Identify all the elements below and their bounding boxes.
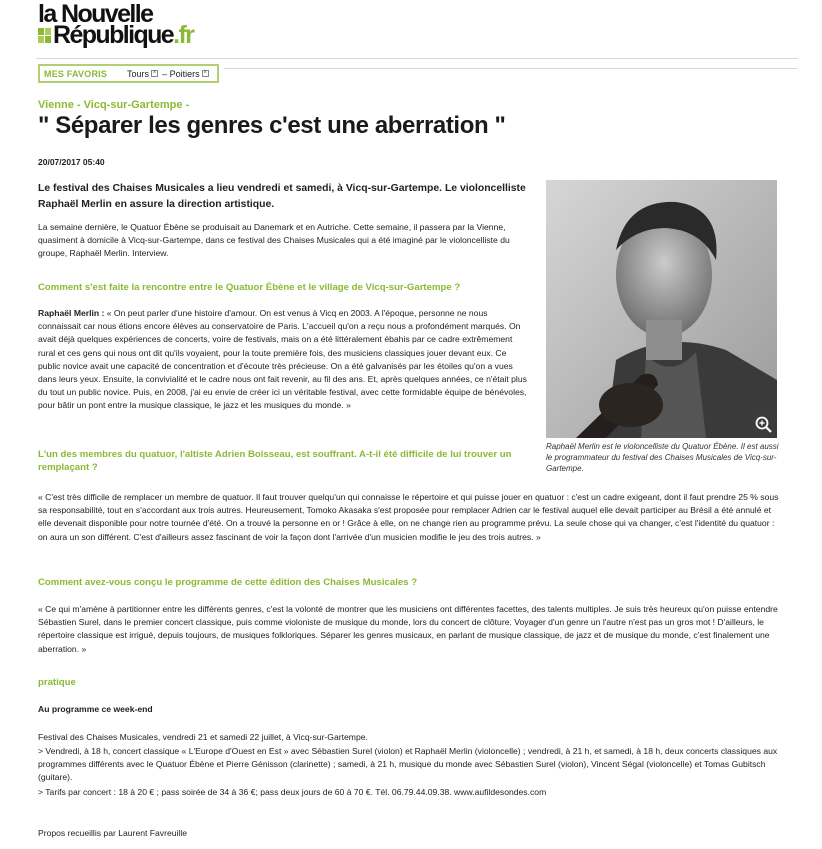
photo-caption: Raphaël Merlin est le violoncelliste du Quatuor Ébène. Il est aussi le programmateur du festival des Chaises Musicales de Vicq-sur-Gartempe. xyxy=(546,442,779,473)
program-title: Au programme ce week-end xyxy=(38,704,153,714)
favorite-label[interactable]: Tours xyxy=(127,68,150,79)
answer-2: « C'est très difficile de remplacer un membre de quatuor. Il faut trouver quelqu'un qui connaisse le répertoire et qui puisse jouer en quatuor : c'est un cadre exigeant, dont il faut prendre 25 % sous sa responsabilité, tout en s'accordant aux trois autres. Heureusement, Tomoko Akasaka s'est proposée pour remplacer Adrien car le festival auquel elle devait participer au Brésil a été annulé et elle devenait disponible pour notre tournée d'été. On a trouvé la personne en or ! Grâce à elle, on ne change rien au programme prévu. La seule chose qui va changer, c'est l'identité du quatuor : on aura un son différent. C'est d'ailleurs assez fascinant de voir la façon dont l'arrivée d'un musicien modifie le jeu des trois autres. » xyxy=(38,492,779,542)
byline: Propos recueillis par Laurent Favreuille xyxy=(38,828,188,838)
program-line-2: > Vendredi, à 18 h, concert classique « L'Europe d'Ouest en Est » avec Sébastien Surel (violon) et Raphaël Merlin (violoncelle) ; vendredi, à 21 h, et samedi, à 18 h, deux concerts classiques aux programmes différents avec le Quatuor Ébène et Pierre Génisson (clarinette) ; samedi, à 21 h, musique du monde avec Sébastien Surel (violon), Vincent Ségal (violoncelle) et Tomas Gubitsch (guitare). xyxy=(38,746,778,783)
header-divider xyxy=(36,58,798,59)
logo-line-1: la Nouvelle xyxy=(38,0,153,28)
article-photo[interactable] xyxy=(546,180,777,438)
breadcrumb[interactable]: Vienne - Vicq-sur-Gartempe - xyxy=(38,99,190,111)
logo-line-2-text: République xyxy=(53,21,174,49)
answer-1-text: « On peut parler d'une histoire d'amour. On est venus à Vicq en 2003. A l'époque, personne ne nous connaissait car nous étions encore élèves au conservatoire de Paris. L'accueil qu'on a reçu nous a profondément marqués. On avait déjà quelques expériences de concerts, voire de festivals, mais on a été littéralement ébahis par ce cadre extrêmement rural et ces gens qui nous ont dit qu'ils voyaient, pour la toute première fois, des musiciens classiques jouer devant eux. Ce public novice avait une capacité de concentration et d'écoute très précieuse. On a été galvanisés par les étoiles qu'on a vues dans leurs yeux. Ensuite, la convivialité et le cadre nous ont fait revenir, au fil des ans. Et, après quelques années, ce n'était plus du tout un public novice. Puis, en 2008, j'ai eu envie de créer ici un véritable festival, avec cette formidable équipe de bénévoles, pour bâtir un pont entre la musique classique, le jazz et les musiques du monde. » xyxy=(38,308,527,411)
program-line-3: > Tarifs par concert : 18 à 20 € ; pass soirée de 34 à 36 €; pass deux jours de 60 à 70 €. Tél. 06.79.44.09.38. www.aufildesondes.com xyxy=(38,787,547,797)
answer-3: « Ce qui m'amène à partitionner entre les différents genres, c'est la volonté de montrer que les musiciens ont différentes facettes, des talents multiples. Je suis très heureux qu'on puisse entendre Sébastien Surel, dans le premier concert classique, puis comme violoniste de musique du monde, lors du concert de clôture. Voyager d'un genre un l'autre n'est pas un gros mot ! D'ailleurs, le répertoire classique est irrigué, depuis toujours, de musiques folkloriques. Séparer les genres musicaux, en parlant de musique classique, de jazz et de musique du monde, c'est finalement une aberration. » xyxy=(38,604,778,654)
article-intro: La semaine dernière, le Quatuor Ébène se produisait au Danemark et en Autriche. Cette semaine, il passera par la Vienne, quasiment à domicile à Vicq-sur-Gartempe, dans ce festival des Chaises Musicales qui a été imaginé par le violoncelliste du groupe, Raphaël Merlin. Interview. xyxy=(38,222,510,259)
question-1: Comment s'est faite la rencontre entre le Quatuor Ébène et le village de Vicq-sur-Gartempe ? xyxy=(38,282,461,293)
favorite-chip[interactable] xyxy=(162,69,209,79)
question-3: Comment avez-vous conçu le programme de cette édition des Chaises Musicales ? xyxy=(38,577,418,588)
favorite-chip[interactable] xyxy=(127,69,158,79)
portrait-illustration xyxy=(546,180,777,438)
leaf-logo-icon xyxy=(38,28,52,44)
logo-ext: .fr xyxy=(173,21,194,49)
favorite-label[interactable]: – Poitiers xyxy=(162,68,200,79)
program-line-1: Festival des Chaises Musicales, vendredi 21 et samedi 22 juillet, à Vicq-sur-Gartempe. xyxy=(38,732,368,742)
question-2: L'un des membres du quatuor, l'altiste Adrien Boisseau, est souffrant. A-t-il été difficile de lui trouver un remplaçant ? xyxy=(38,449,512,473)
logo-line-2 xyxy=(38,23,193,48)
favorites-bar xyxy=(38,64,219,83)
favorites-divider xyxy=(224,68,798,69)
site-logo[interactable] xyxy=(38,0,238,50)
publish-date: 20/07/2017 05:40 xyxy=(38,157,105,167)
close-icon[interactable]: × xyxy=(152,70,157,76)
article-lead: Le festival des Chaises Musicales a lieu vendredi et samedi, à Vicq-sur-Gartempe. Le violoncelliste Raphaël Merlin en assure la direction artistique. xyxy=(38,183,526,210)
zoom-in-icon[interactable] xyxy=(753,414,775,436)
close-icon[interactable]: × xyxy=(203,70,207,76)
page-title: " Séparer les genres c'est une aberration " xyxy=(38,112,506,139)
section-pratique: pratique xyxy=(38,677,76,688)
favorites-label[interactable]: MES FAVORIS xyxy=(44,68,108,79)
answer-1-speaker: Raphaël Merlin : xyxy=(38,308,105,318)
answer-1 xyxy=(38,307,528,413)
